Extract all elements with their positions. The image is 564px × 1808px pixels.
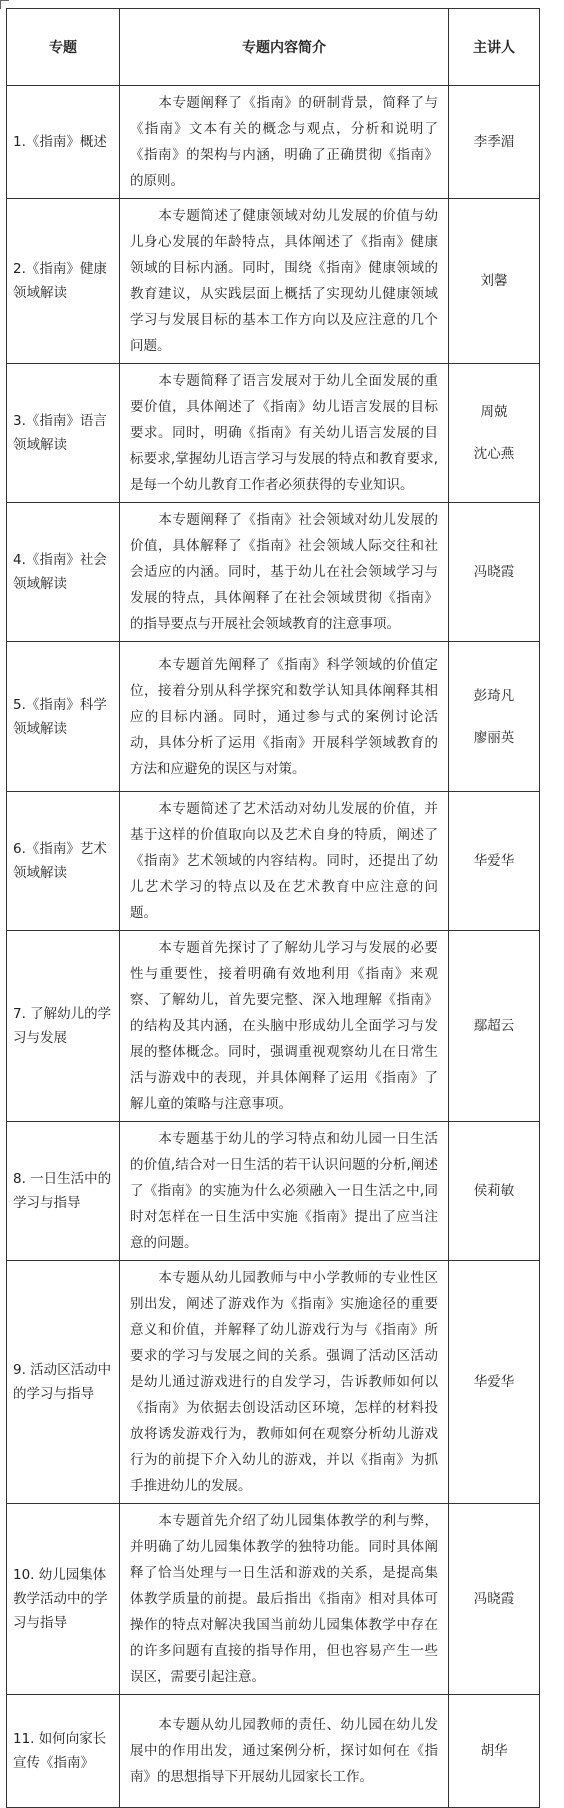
- speaker-name: 冯晓霞: [473, 564, 515, 580]
- topic-cell: 6.《指南》艺术领域解读: [7, 792, 120, 931]
- header-row: [7, 9, 540, 86]
- speaker-name: 华爱华: [473, 1374, 515, 1390]
- description-cell: [120, 86, 449, 199]
- topic-cell: 8. 一日生活中的学习与指导: [7, 1122, 120, 1261]
- speaker-cell: [449, 1261, 540, 1504]
- description-text: 本专题首先介绍了幼儿园集体教学的利与弊，并明确了幼儿园集体教学的独特功能。同时具体阐释了恰当处理与一日生活和游戏的关系，是提高集体教学质量的前提。最后指出《指南》相对具体可操作的特点对解决我国当前幼儿园集体教学中存在的许多问题有直接的指导作用，但也容易产生一些误区，需要引起注意。: [130, 1513, 438, 1685]
- speaker-cell: [449, 1504, 540, 1695]
- description-text: 本专题简述了艺术活动对幼儿发展的价值，并基于这样的价值取向以及艺术自身的特质，阐述了《指南》艺术领域的内容结构。同时，还提出了幼儿艺术学习的特点以及在艺术教育中应注意的问题。: [130, 801, 438, 921]
- table-body: [7, 86, 540, 1808]
- description-cell: [120, 1261, 449, 1504]
- speaker-name: 侯莉敏: [473, 1183, 515, 1199]
- table-row: [7, 1122, 540, 1261]
- table-row: [7, 199, 540, 364]
- table-row: [7, 1695, 540, 1808]
- table-row: [7, 1504, 540, 1695]
- speaker-name: 胡华: [480, 1743, 508, 1759]
- topic-cell: 4.《指南》社会领域解读: [7, 503, 120, 642]
- header-speaker: 主讲人: [449, 9, 540, 86]
- description-cell: [120, 364, 449, 503]
- speaker-name: 周兢: [480, 404, 508, 420]
- table-row: [7, 931, 540, 1122]
- header-topic: 专题: [7, 9, 120, 86]
- description-cell: [120, 642, 449, 792]
- description-text: 本专题从幼儿园教师的责任、幼儿园在幼儿发展中的作用出发，通过案例分析，探讨如何在《指南》的思想指导下开展幼儿园家长工作。: [130, 1717, 438, 1785]
- speaker-cell: [449, 642, 540, 792]
- description-cell: [120, 1122, 449, 1261]
- speaker-cell: [449, 503, 540, 642]
- table-row: [7, 792, 540, 931]
- speaker-cell: [449, 1122, 540, 1261]
- description-text: 本专题基于幼儿的学习特点和幼儿园一日生活的价值,结合对一日生活的若干认识问题的分析,阐述了《指南》的实施为什么必须融入一日生活之中,同时对怎样在一日生活中实施《指南》提出了应当注意的问题。: [130, 1131, 438, 1251]
- speaker-name: 冯晓霞: [473, 1591, 515, 1607]
- table-row: [7, 642, 540, 792]
- description-cell: [120, 1504, 449, 1695]
- description-text: 本专题简述了健康领域对幼儿发展的价值与幼儿身心发展的年龄特点，具体阐述了《指南》健康领域的目标内涵。同时，围绕《指南》健康领域的教育建议，从实践层面上概括了实现幼儿健康领域学习与发展目标的基本工作方向以及应注意的几个问题。: [130, 208, 438, 354]
- speaker-cell: [449, 364, 540, 503]
- speaker-name: 李季湄: [473, 134, 515, 150]
- topic-cell: 11. 如何向家长宣传《指南》: [7, 1695, 120, 1808]
- speaker-cell: [449, 931, 540, 1122]
- description-text: 本专题首先探讨了了解幼儿学习与发展的必要性与重要性，接着明确有效地利用《指南》来观察、了解幼儿，首先要完整、深入地理解《指南》的结构及其内涵，在头脑中形成幼儿全面学习与发展的整体概念。同时，强调重视观察幼儿在日常生活与游戏中的表现，并具体阐释了运用《指南》了解儿童的策略与注意事项。: [130, 940, 438, 1112]
- topic-cell: 10. 幼儿园集体教学活动中的学习与指导: [7, 1504, 120, 1695]
- speaker-cell: [449, 86, 540, 199]
- speaker-name: 沈心燕: [473, 446, 515, 462]
- topic-cell: 3.《指南》语言领域解读: [7, 364, 120, 503]
- description-cell: [120, 931, 449, 1122]
- topic-cell: 2.《指南》健康领域解读: [7, 199, 120, 364]
- speaker-cell: [449, 1695, 540, 1808]
- speaker-name: 廖丽英: [473, 729, 515, 746]
- description-text: 本专题阐释了《指南》的研制背景，简释了与《指南》文本有关的概念与观点，分析和说明了《指南》的架构与内涵，明确了正确贯彻《指南》的原则。: [130, 95, 438, 189]
- speaker-cell: [449, 792, 540, 931]
- description-text: 本专题从幼儿园教师与中小学教师的专业性区别出发，阐述了游戏作为《指南》实施途径的重要意义和价值，并解释了幼儿游戏行为与《指南》所要求的学习与发展之间的关系。强调了活动区活动是幼儿通过游戏进行的自发学习，告诉教师如何以《指南》为依据去创设活动区环境，怎样的材料投放将诱发游戏行为，教师如何在观察分析幼儿游戏行为的前提下介入幼儿的游戏，并以《指南》为抓手推进幼儿的发展。: [130, 1270, 438, 1494]
- speaker-name: 刘馨: [480, 273, 508, 289]
- speaker-name: 华爱华: [473, 853, 515, 869]
- description-text: 本专题简释了语言发展对于幼儿全面发展的重要价值，具体阐述了《指南》幼儿语言发展的目标要求。同时，明确《指南》有关幼儿语言发展的目标要求,掌握幼儿语言学习与发展的特点和教育要求,是每一个幼儿教育工作者必须获得的专业知识。: [130, 373, 438, 493]
- table-row: [7, 503, 540, 642]
- description-text: 本专题阐释了《指南》社会领域对幼儿发展的价值，具体解释了《指南》社会领域人际交往和社会适应的内涵。同时，基于幼儿在社会领域学习与发展的特点，具体阐释了在社会领域贯彻《指南》的指导要点与开展社会领域教育的注意事项。: [130, 512, 438, 632]
- topic-cell: 9. 活动区活动中的学习与指导: [7, 1261, 120, 1504]
- speaker-cell: [449, 199, 540, 364]
- description-cell: [120, 792, 449, 931]
- topic-cell: 7. 了解幼儿的学习与发展: [7, 931, 120, 1122]
- course-table: [6, 8, 540, 1808]
- table-row: [7, 86, 540, 199]
- speaker-name: 鄢超云: [473, 1018, 515, 1034]
- table-row: [7, 1261, 540, 1504]
- description-cell: [120, 1695, 449, 1808]
- description-text: 本专题首先阐释了《指南》科学领域的价值定位，接着分别从科学探究和数学认知具体阐释其相应的目标内涵。同时，通过参与式的案例讨论活动，具体分析了运用《指南》开展科学领域教育的方法和应避免的误区与对策。: [130, 656, 438, 777]
- table-row: [7, 364, 540, 503]
- description-cell: [120, 199, 449, 364]
- topic-cell: 1.《指南》概述: [7, 86, 120, 199]
- topic-cell: 5.《指南》科学领域解读: [7, 642, 120, 792]
- description-cell: [120, 503, 449, 642]
- speaker-name: 彭琦凡: [473, 687, 515, 704]
- header-description: 专题内容简介: [120, 9, 449, 86]
